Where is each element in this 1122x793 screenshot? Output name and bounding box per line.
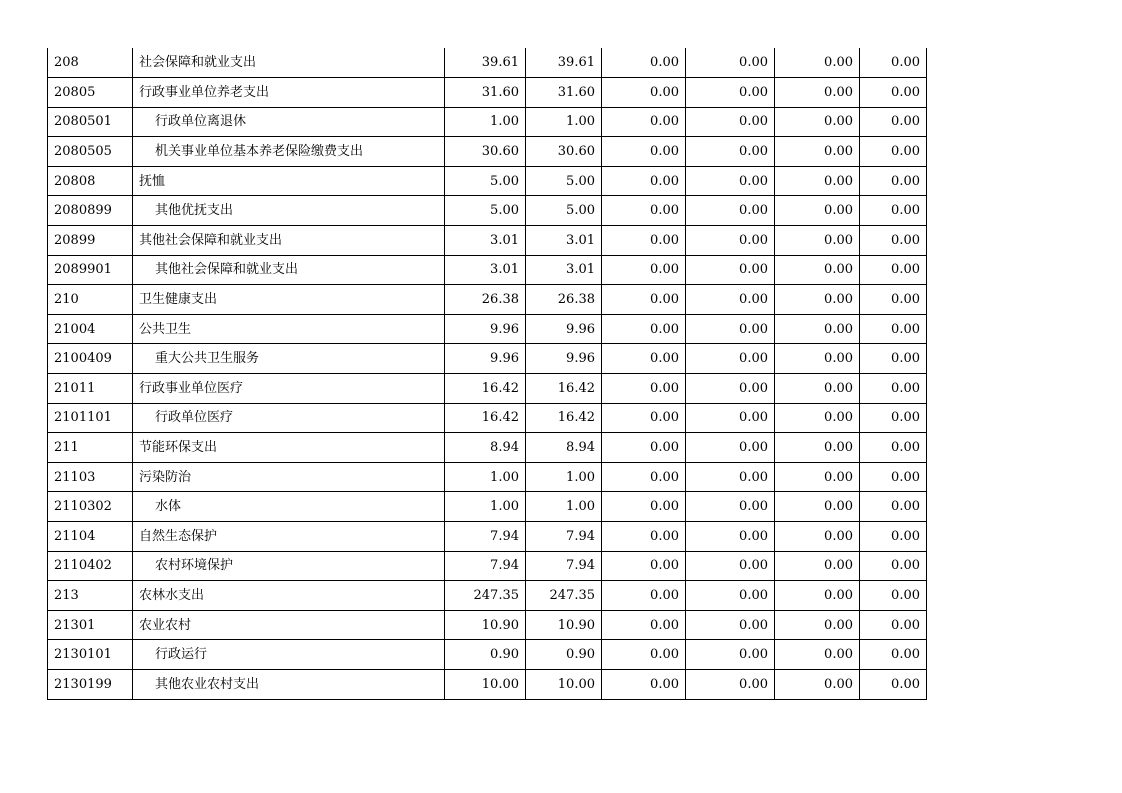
amount-cell: 26.38 bbox=[526, 285, 602, 315]
amount-cell: 26.38 bbox=[445, 285, 526, 315]
subject-code-cell: 20899 bbox=[48, 226, 133, 256]
amount-cell: 0.00 bbox=[602, 255, 686, 285]
amount-cell: 1.00 bbox=[526, 462, 602, 492]
amount-cell: 0.00 bbox=[775, 640, 860, 670]
subject-name-cell: 行政单位离退休 bbox=[133, 107, 445, 137]
amount-cell: 10.90 bbox=[526, 610, 602, 640]
table-row bbox=[48, 255, 927, 285]
amount-cell: 0.00 bbox=[602, 374, 686, 404]
amount-cell: 0.00 bbox=[775, 462, 860, 492]
amount-cell: 3.01 bbox=[526, 255, 602, 285]
amount-cell: 0.00 bbox=[860, 610, 927, 640]
table-row bbox=[48, 226, 927, 256]
table-row bbox=[48, 48, 927, 78]
amount-cell: 0.00 bbox=[686, 344, 775, 374]
amount-cell: 0.00 bbox=[602, 403, 686, 433]
amount-cell: 0.00 bbox=[860, 551, 927, 581]
amount-cell: 0.90 bbox=[526, 640, 602, 670]
table-row bbox=[48, 492, 927, 522]
subject-code-cell: 21004 bbox=[48, 314, 133, 344]
amount-cell: 0.00 bbox=[686, 196, 775, 226]
amount-cell: 0.00 bbox=[775, 610, 860, 640]
amount-cell: 0.00 bbox=[775, 196, 860, 226]
amount-cell: 0.00 bbox=[686, 166, 775, 196]
subject-name-cell: 行政单位医疗 bbox=[133, 403, 445, 433]
amount-cell: 0.00 bbox=[602, 285, 686, 315]
subject-code-cell: 2080501 bbox=[48, 107, 133, 137]
amount-cell: 10.00 bbox=[526, 669, 602, 699]
subject-name-cell: 社会保障和就业支出 bbox=[133, 48, 445, 78]
amount-cell: 0.00 bbox=[602, 669, 686, 699]
subject-code-cell: 2110402 bbox=[48, 551, 133, 581]
subject-code-cell: 21011 bbox=[48, 374, 133, 404]
table-row bbox=[48, 581, 927, 611]
amount-cell: 0.00 bbox=[860, 403, 927, 433]
subject-code-cell: 21104 bbox=[48, 522, 133, 552]
subject-code-cell: 20808 bbox=[48, 166, 133, 196]
amount-cell: 0.00 bbox=[775, 669, 860, 699]
table-row bbox=[48, 640, 927, 670]
amount-cell: 247.35 bbox=[445, 581, 526, 611]
amount-cell: 0.00 bbox=[860, 640, 927, 670]
amount-cell: 5.00 bbox=[526, 166, 602, 196]
subject-code-cell: 213 bbox=[48, 581, 133, 611]
amount-cell: 1.00 bbox=[445, 462, 526, 492]
amount-cell: 0.00 bbox=[775, 551, 860, 581]
amount-cell: 0.00 bbox=[686, 492, 775, 522]
amount-cell: 0.00 bbox=[775, 344, 860, 374]
subject-code-cell: 2110302 bbox=[48, 492, 133, 522]
amount-cell: 7.94 bbox=[526, 522, 602, 552]
amount-cell: 0.00 bbox=[602, 196, 686, 226]
amount-cell: 0.00 bbox=[686, 107, 775, 137]
amount-cell: 0.00 bbox=[775, 166, 860, 196]
table-row bbox=[48, 285, 927, 315]
amount-cell: 0.00 bbox=[686, 581, 775, 611]
amount-cell: 0.00 bbox=[775, 314, 860, 344]
amount-cell: 0.00 bbox=[860, 255, 927, 285]
amount-cell: 0.00 bbox=[860, 226, 927, 256]
amount-cell: 0.00 bbox=[602, 166, 686, 196]
amount-cell: 5.00 bbox=[445, 196, 526, 226]
amount-cell: 1.00 bbox=[526, 107, 602, 137]
subject-name-cell: 其他农业农村支出 bbox=[133, 669, 445, 699]
amount-cell: 0.00 bbox=[602, 314, 686, 344]
amount-cell: 0.00 bbox=[775, 492, 860, 522]
amount-cell: 0.00 bbox=[775, 522, 860, 552]
table-row bbox=[48, 166, 927, 196]
amount-cell: 0.00 bbox=[775, 137, 860, 167]
subject-name-cell: 污染防治 bbox=[133, 462, 445, 492]
subject-code-cell: 2101101 bbox=[48, 403, 133, 433]
amount-cell: 0.00 bbox=[775, 255, 860, 285]
amount-cell: 0.00 bbox=[860, 314, 927, 344]
amount-cell: 0.00 bbox=[775, 285, 860, 315]
amount-cell: 0.00 bbox=[860, 344, 927, 374]
amount-cell: 10.00 bbox=[445, 669, 526, 699]
subject-name-cell: 水体 bbox=[133, 492, 445, 522]
amount-cell: 0.00 bbox=[860, 669, 927, 699]
subject-code-cell: 208 bbox=[48, 48, 133, 78]
subject-code-cell: 211 bbox=[48, 433, 133, 463]
amount-cell: 0.00 bbox=[860, 78, 927, 108]
amount-cell: 0.00 bbox=[686, 226, 775, 256]
table-row bbox=[48, 137, 927, 167]
amount-cell: 0.00 bbox=[775, 581, 860, 611]
amount-cell: 3.01 bbox=[445, 255, 526, 285]
amount-cell: 16.42 bbox=[526, 403, 602, 433]
amount-cell: 1.00 bbox=[445, 107, 526, 137]
amount-cell: 0.00 bbox=[686, 255, 775, 285]
amount-cell: 0.00 bbox=[602, 610, 686, 640]
amount-cell: 0.00 bbox=[602, 522, 686, 552]
subject-code-cell: 21103 bbox=[48, 462, 133, 492]
subject-name-cell: 节能环保支出 bbox=[133, 433, 445, 463]
subject-code-cell: 20805 bbox=[48, 78, 133, 108]
amount-cell: 0.00 bbox=[602, 433, 686, 463]
amount-cell: 0.00 bbox=[775, 374, 860, 404]
table-row bbox=[48, 196, 927, 226]
amount-cell: 5.00 bbox=[526, 196, 602, 226]
subject-name-cell: 其他社会保障和就业支出 bbox=[133, 226, 445, 256]
table-row bbox=[48, 669, 927, 699]
amount-cell: 0.00 bbox=[860, 492, 927, 522]
amount-cell: 5.00 bbox=[445, 166, 526, 196]
amount-cell: 0.00 bbox=[775, 226, 860, 256]
table-row bbox=[48, 610, 927, 640]
expenditure-table bbox=[47, 48, 927, 700]
table-row bbox=[48, 403, 927, 433]
subject-name-cell: 其他优抚支出 bbox=[133, 196, 445, 226]
table-row bbox=[48, 551, 927, 581]
amount-cell: 7.94 bbox=[526, 551, 602, 581]
subject-name-cell: 卫生健康支出 bbox=[133, 285, 445, 315]
subject-name-cell: 行政事业单位医疗 bbox=[133, 374, 445, 404]
amount-cell: 9.96 bbox=[526, 344, 602, 374]
amount-cell: 0.00 bbox=[686, 285, 775, 315]
table-row bbox=[48, 78, 927, 108]
amount-cell: 16.42 bbox=[445, 374, 526, 404]
subject-code-cell: 2080899 bbox=[48, 196, 133, 226]
table-row bbox=[48, 314, 927, 344]
amount-cell: 0.00 bbox=[602, 462, 686, 492]
amount-cell: 0.00 bbox=[686, 522, 775, 552]
subject-name-cell: 行政事业单位养老支出 bbox=[133, 78, 445, 108]
amount-cell: 0.00 bbox=[860, 462, 927, 492]
subject-code-cell: 2080505 bbox=[48, 137, 133, 167]
subject-name-cell: 其他社会保障和就业支出 bbox=[133, 255, 445, 285]
amount-cell: 0.00 bbox=[686, 640, 775, 670]
subject-name-cell: 农林水支出 bbox=[133, 581, 445, 611]
subject-code-cell: 2100409 bbox=[48, 344, 133, 374]
amount-cell: 0.00 bbox=[860, 285, 927, 315]
amount-cell: 0.00 bbox=[686, 669, 775, 699]
amount-cell: 39.61 bbox=[445, 48, 526, 78]
table-body bbox=[48, 48, 927, 699]
amount-cell: 30.60 bbox=[445, 137, 526, 167]
amount-cell: 0.00 bbox=[775, 433, 860, 463]
amount-cell: 16.42 bbox=[526, 374, 602, 404]
amount-cell: 0.00 bbox=[686, 403, 775, 433]
amount-cell: 0.00 bbox=[686, 137, 775, 167]
amount-cell: 0.00 bbox=[602, 107, 686, 137]
subject-code-cell: 2130199 bbox=[48, 669, 133, 699]
amount-cell: 0.00 bbox=[860, 166, 927, 196]
table-row bbox=[48, 433, 927, 463]
amount-cell: 0.00 bbox=[686, 433, 775, 463]
amount-cell: 0.00 bbox=[602, 492, 686, 522]
amount-cell: 9.96 bbox=[526, 314, 602, 344]
amount-cell: 0.00 bbox=[775, 403, 860, 433]
amount-cell: 10.90 bbox=[445, 610, 526, 640]
subject-name-cell: 自然生态保护 bbox=[133, 522, 445, 552]
amount-cell: 8.94 bbox=[526, 433, 602, 463]
amount-cell: 0.00 bbox=[860, 48, 927, 78]
amount-cell: 1.00 bbox=[445, 492, 526, 522]
amount-cell: 39.61 bbox=[526, 48, 602, 78]
amount-cell: 1.00 bbox=[526, 492, 602, 522]
amount-cell: 0.00 bbox=[602, 581, 686, 611]
table-row bbox=[48, 344, 927, 374]
table-row bbox=[48, 374, 927, 404]
amount-cell: 247.35 bbox=[526, 581, 602, 611]
amount-cell: 0.00 bbox=[860, 107, 927, 137]
amount-cell: 7.94 bbox=[445, 551, 526, 581]
subject-name-cell: 机关事业单位基本养老保险缴费支出 bbox=[133, 137, 445, 167]
amount-cell: 0.00 bbox=[602, 137, 686, 167]
amount-cell: 0.00 bbox=[860, 433, 927, 463]
table-row bbox=[48, 522, 927, 552]
amount-cell: 30.60 bbox=[526, 137, 602, 167]
subject-name-cell: 农业农村 bbox=[133, 610, 445, 640]
subject-code-cell: 2130101 bbox=[48, 640, 133, 670]
amount-cell: 0.00 bbox=[686, 48, 775, 78]
subject-name-cell: 抚恤 bbox=[133, 166, 445, 196]
subject-code-cell: 210 bbox=[48, 285, 133, 315]
amount-cell: 0.00 bbox=[686, 610, 775, 640]
amount-cell: 8.94 bbox=[445, 433, 526, 463]
amount-cell: 0.00 bbox=[860, 522, 927, 552]
amount-cell: 31.60 bbox=[526, 78, 602, 108]
amount-cell: 0.00 bbox=[602, 551, 686, 581]
amount-cell: 9.96 bbox=[445, 314, 526, 344]
amount-cell: 7.94 bbox=[445, 522, 526, 552]
amount-cell: 0.00 bbox=[602, 344, 686, 374]
amount-cell: 0.00 bbox=[860, 137, 927, 167]
subject-code-cell: 2089901 bbox=[48, 255, 133, 285]
amount-cell: 0.00 bbox=[775, 78, 860, 108]
amount-cell: 0.00 bbox=[686, 462, 775, 492]
table-row bbox=[48, 462, 927, 492]
amount-cell: 0.00 bbox=[775, 48, 860, 78]
amount-cell: 0.00 bbox=[775, 107, 860, 137]
subject-name-cell: 重大公共卫生服务 bbox=[133, 344, 445, 374]
amount-cell: 0.00 bbox=[860, 374, 927, 404]
amount-cell: 3.01 bbox=[526, 226, 602, 256]
subject-name-cell: 农村环境保护 bbox=[133, 551, 445, 581]
amount-cell: 0.00 bbox=[686, 78, 775, 108]
amount-cell: 9.96 bbox=[445, 344, 526, 374]
subject-name-cell: 公共卫生 bbox=[133, 314, 445, 344]
amount-cell: 31.60 bbox=[445, 78, 526, 108]
amount-cell: 16.42 bbox=[445, 403, 526, 433]
subject-code-cell: 21301 bbox=[48, 610, 133, 640]
amount-cell: 0.00 bbox=[686, 551, 775, 581]
amount-cell: 0.00 bbox=[860, 196, 927, 226]
subject-name-cell: 行政运行 bbox=[133, 640, 445, 670]
amount-cell: 0.00 bbox=[602, 78, 686, 108]
amount-cell: 0.00 bbox=[602, 640, 686, 670]
amount-cell: 0.00 bbox=[686, 314, 775, 344]
amount-cell: 0.00 bbox=[686, 374, 775, 404]
amount-cell: 0.90 bbox=[445, 640, 526, 670]
amount-cell: 0.00 bbox=[602, 48, 686, 78]
amount-cell: 0.00 bbox=[860, 581, 927, 611]
amount-cell: 0.00 bbox=[602, 226, 686, 256]
amount-cell: 3.01 bbox=[445, 226, 526, 256]
table-row bbox=[48, 107, 927, 137]
